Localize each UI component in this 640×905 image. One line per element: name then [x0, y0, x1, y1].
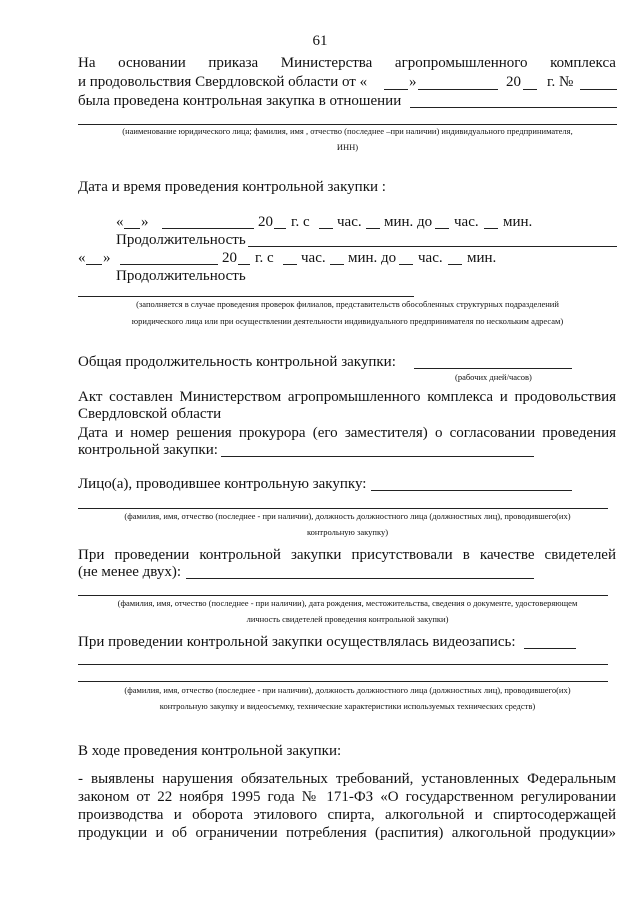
video-note-line-1: (фамилия, имя, отчество (последнее - при наличии), должность должностного лица (должностных лиц), проводившего(их) — [124, 685, 571, 695]
order-number-label: г. № — [547, 74, 574, 90]
datetime-heading: Дата и время проведения контрольной закупки : — [78, 179, 386, 195]
slot1-hours2: час. — [454, 214, 479, 230]
slot2-year-blank[interactable] — [238, 264, 250, 265]
intro-line-2-start: и продовольствия Свердловской области от « — [78, 74, 368, 90]
slot2-year: 20 — [222, 250, 237, 266]
prosecutor-blank[interactable] — [221, 456, 534, 457]
slot1-year: 20 — [258, 214, 273, 230]
act-line-2: Свердловской области — [78, 406, 222, 422]
slot1-from: г. с — [291, 214, 310, 230]
intro-word: агропромышленного — [394, 55, 528, 71]
person-note-line-1: (фамилия, имя, отчество (последнее - при наличии), должность должностного лица (должностных лиц), проводившего(их) — [124, 511, 571, 521]
slot1-year-blank[interactable] — [274, 228, 286, 229]
branches-line[interactable] — [78, 296, 414, 297]
slot2-hour-blank[interactable] — [283, 264, 297, 265]
person-note-line-2: контрольную закупку) — [306, 527, 389, 537]
slot1-hour2-blank[interactable] — [435, 228, 449, 229]
slot2-quote-close: » — [103, 250, 111, 266]
branches-note-line-2: юридического лица или при осуществлении деятельности индивидуального предпринимателя по нескольким адресам) — [131, 316, 564, 326]
day-blank[interactable] — [384, 89, 408, 90]
violations-line-3: производства и оборота этилового спирта, алкогольной и спиртосодержащей — [78, 807, 616, 823]
page-number: 61 — [312, 33, 328, 49]
intro-word: основании — [118, 55, 186, 71]
prosecutor-line-1: Дата и номер решения прокурора (его заместителя) о согласовании проведения — [78, 425, 616, 441]
slot1-duration-label: Продолжительность — [116, 232, 246, 248]
slot2-month-blank[interactable] — [120, 264, 218, 265]
year-blank[interactable] — [523, 89, 537, 90]
witness-line[interactable] — [78, 595, 608, 596]
year-prefix: 20 — [506, 74, 521, 90]
person-blank[interactable] — [371, 490, 572, 491]
intro-word: комплекса — [550, 55, 616, 71]
slot2-from: г. с — [255, 250, 274, 266]
slot2-mins-to: мин. до — [348, 250, 397, 266]
video-blank[interactable] — [524, 648, 576, 649]
month-blank[interactable] — [418, 89, 498, 90]
intro-word: приказа — [208, 55, 259, 71]
quote-close: » — [409, 74, 417, 90]
video-line-2[interactable] — [78, 681, 608, 682]
video-label: При проведении контрольной закупки осуществлялась видеозапись: — [78, 634, 516, 650]
video-line-1[interactable] — [78, 664, 608, 665]
slot2-duration-label: Продолжительность — [116, 268, 246, 284]
slot2-hours2: час. — [418, 250, 443, 266]
slot1-min-blank[interactable] — [366, 228, 380, 229]
slot2-hours: час. — [301, 250, 326, 266]
slot1-duration-blank[interactable] — [248, 246, 617, 247]
witness-blank[interactable] — [186, 578, 534, 579]
video-note-line-2: контрольную закупку и видеосъемку, технические характеристики используемых технических средств) — [159, 701, 536, 711]
witness-line-1: При проведении контрольной закупки присутствовали в качестве свидетелей — [78, 547, 616, 563]
prosecutor-line-2: контрольной закупки: — [78, 442, 218, 458]
slot1-hour-blank[interactable] — [319, 228, 333, 229]
slot1-mins2: мин. — [503, 214, 533, 230]
intro-word: На — [78, 55, 96, 71]
org-note-line-2: ИНН) — [336, 142, 359, 152]
total-duration-label: Общая продолжительность контрольной закупки: — [78, 354, 396, 370]
slot1-quote-open: « — [116, 214, 124, 230]
slot2-quote-open: « — [78, 250, 86, 266]
act-line-1: Акт составлен Министерством агропромышленного комплекса и продовольствия — [78, 389, 616, 405]
violations-line-4: продукции и об ограничении потребления (распития) алкогольной продукции» — [78, 825, 616, 841]
intro-word: Министерства — [280, 55, 373, 71]
slot1-mins-to: мин. до — [384, 214, 433, 230]
during-heading: В ходе проведения контрольной закупки: — [78, 743, 342, 759]
slot1-hours: час. — [337, 214, 362, 230]
slot2-mins2: мин. — [467, 250, 497, 266]
witness-line-2: (не менее двух): — [78, 564, 182, 580]
slot2-day-blank[interactable] — [86, 264, 102, 265]
total-duration-note: (рабочих дней/часов) — [455, 372, 532, 382]
subject-blank[interactable] — [410, 107, 617, 108]
violations-line-2: законом от 22 ноября 1995 года № 171-ФЗ «О государственном регулировании — [78, 789, 616, 805]
total-duration-blank[interactable] — [414, 368, 572, 369]
witness-note-line-1: (фамилия, имя, отчество (последнее - при наличии), дата рождения, местожительства, сведения о документе, удостоверяющем — [117, 598, 578, 608]
slot1-min2-blank[interactable] — [484, 228, 498, 229]
org-note-line-1: (наименование юридического лица; фамилия, имя , отчество (последнее –при наличии) индивидуального предпринимателя, — [122, 126, 573, 136]
order-number-blank[interactable] — [580, 89, 617, 90]
person-label: Лицо(а), проводившее контрольную закупку: — [78, 476, 367, 492]
slot1-day-blank[interactable] — [124, 228, 140, 229]
intro-line-3: была проведена контрольная закупка в отношении — [78, 93, 402, 109]
slot2-min2-blank[interactable] — [448, 264, 462, 265]
person-line[interactable] — [78, 508, 608, 509]
org-name-line[interactable] — [78, 124, 617, 125]
branches-note-line-1: (заполняется в случае проведения проверок филиалов, представительств обособленных структурных подразделений — [136, 299, 559, 309]
slot1-quote-close: » — [141, 214, 149, 230]
witness-note-line-2: личность свидетелей проведения контрольной закупки) — [246, 614, 449, 624]
violations-line-1: - выявлены нарушения обязательных требований, установленных Федеральным — [78, 771, 616, 787]
slot2-hour2-blank[interactable] — [399, 264, 413, 265]
slot2-min-blank[interactable] — [330, 264, 344, 265]
slot1-month-blank[interactable] — [162, 228, 254, 229]
intro-line-1 — [78, 54, 616, 72]
